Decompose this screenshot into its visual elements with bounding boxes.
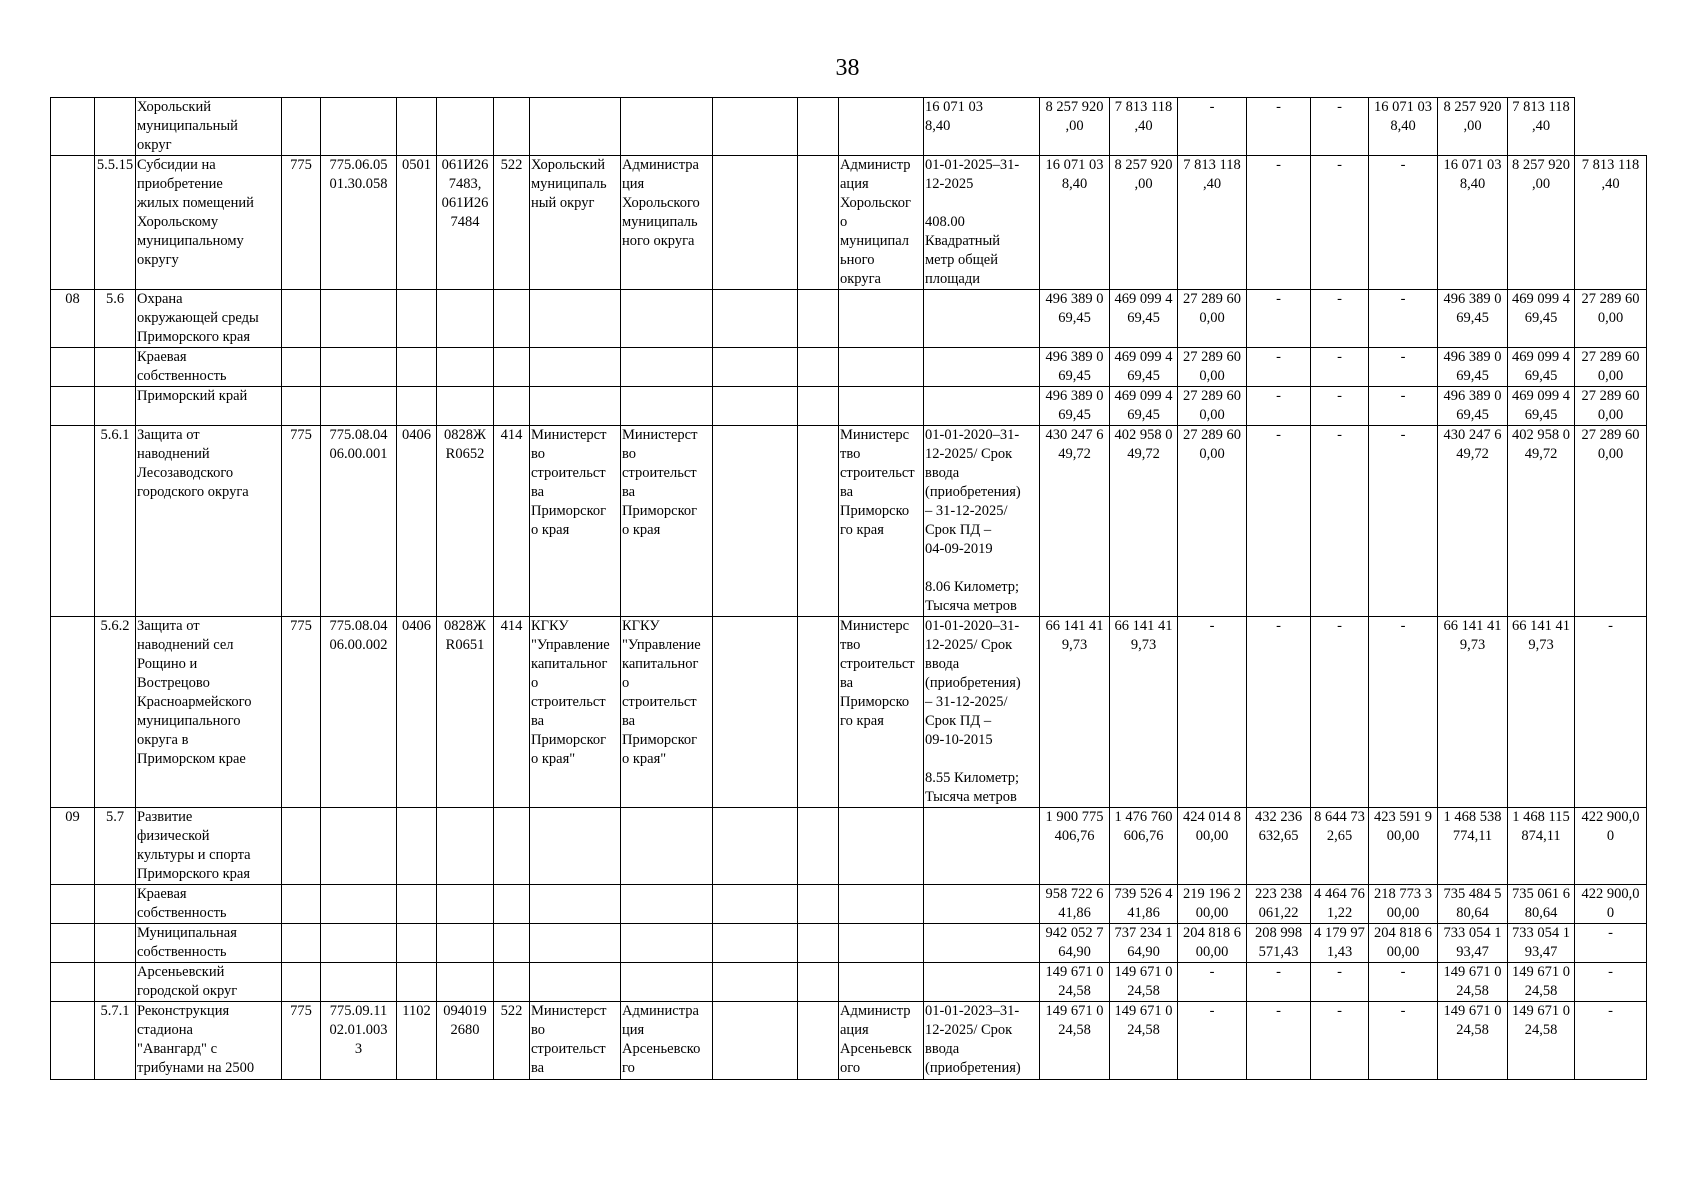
table-cell-col-extra-2 [798, 156, 839, 290]
table-cell-col-total-2: - [1247, 1002, 1311, 1080]
table-cell-col-federal-3: 7 813 118 ,40 [1508, 98, 1575, 156]
table-cell-col-regional-2: - [1369, 156, 1438, 290]
table-cell-col-extra-1 [713, 924, 798, 963]
table-cell-col-regional-2: - [1369, 290, 1438, 348]
table-cell-col-expense-type [494, 924, 530, 963]
table-cell-col-group-code [51, 617, 95, 808]
table-cell-col-federal: 8 257 920 ,00 [1110, 156, 1178, 290]
table-cell-col-total-3: 149 671 0 24,58 [1438, 963, 1508, 1002]
table-cell-col-federal-3: 469 099 4 69,45 [1508, 348, 1575, 387]
table-cell-col-total-3: 66 141 41 9,73 [1438, 617, 1508, 808]
table-cell-col-name: Субсидии на приобретение жилых помещений Хорольскому муниципальному округу [136, 156, 282, 290]
table-cell-col-regional-2: 16 071 03 8,40 [1369, 98, 1438, 156]
table-cell-col-regional: - [1178, 963, 1247, 1002]
table-cell-col-group-code [51, 924, 95, 963]
table-cell-col-regional: 27 289 60 0,00 [1178, 290, 1247, 348]
table-cell-col-responsible [839, 924, 924, 963]
table-cell-col-total-3: 430 247 6 49,72 [1438, 426, 1508, 617]
table-cell-col-federal: 739 526 4 41,86 [1110, 885, 1178, 924]
table-cell-col-total-3: 496 389 0 69,45 [1438, 348, 1508, 387]
table-cell-col-expense-type [494, 808, 530, 885]
table-cell-col-group-code [51, 348, 95, 387]
table-cell-col-customer [530, 290, 621, 348]
table-cell-col-total: 149 671 0 24,58 [1040, 963, 1110, 1002]
table-cell-col-name: Защита от наводнений сел Рощино и Вострецово Красноармейского муниципального округа в Приморском крае [136, 617, 282, 808]
table-cell-col-extra-2 [798, 387, 839, 426]
table-cell-col-code [321, 808, 397, 885]
table-cell-col-code [321, 387, 397, 426]
table-cell-col-total-3: 735 484 5 80,64 [1438, 885, 1508, 924]
table-cell-col-executor: КГКУ "Управление капитальног о строительст ва Приморског о края" [621, 617, 713, 808]
table-cell-col-regional: 27 289 60 0,00 [1178, 387, 1247, 426]
table-cell-col-responsible: Министерс тво строительст ва Приморско го края [839, 426, 924, 617]
table-cell-col-responsible [839, 387, 924, 426]
table-cell-col-total: 16 071 03 8,40 [1040, 156, 1110, 290]
table-cell-col-name: Краевая собственность [136, 348, 282, 387]
table-cell-col-extra-1 [713, 290, 798, 348]
table-cell-col-federal-3: 469 099 4 69,45 [1508, 387, 1575, 426]
table-cell-col-customer [530, 808, 621, 885]
table-cell-col-total-3: 149 671 0 24,58 [1438, 1002, 1508, 1080]
table-cell-col-code [321, 963, 397, 1002]
table-cell-col-federal-3: 66 141 41 9,73 [1508, 617, 1575, 808]
table-cell-col-regional: 204 818 6 00,00 [1178, 924, 1247, 963]
table-cell-col-regional-2: - [1369, 963, 1438, 1002]
table-cell-col-extra-2 [798, 1002, 839, 1080]
table-cell-col-item-number: 5.6.2 [95, 617, 136, 808]
budget-table [50, 97, 1647, 1080]
table-cell-col-expense-type [494, 348, 530, 387]
table-cell-col-grbs: 775 [282, 1002, 321, 1080]
table-cell-col-customer: Министерст во строительст ва Приморског о края [530, 426, 621, 617]
table-cell-col-regional: - [1178, 98, 1247, 156]
table-cell-col-total-2: - [1247, 348, 1311, 387]
table-cell-col-extra-1 [713, 885, 798, 924]
table-cell-col-customer [530, 98, 621, 156]
table-cell-col-target-article [437, 348, 494, 387]
table-cell-col-executor: Администра ция Хорольского муниципаль ного округа [621, 156, 713, 290]
table-row [51, 924, 1647, 963]
table-cell-col-item-number: 5.7 [95, 808, 136, 885]
table-cell-col-code [321, 348, 397, 387]
table-cell-col-period: 16 071 03 8,40 [924, 98, 1040, 156]
page-number: 38 [835, 55, 860, 81]
table-cell-col-extra-1 [713, 98, 798, 156]
table-cell-col-regional-2: - [1369, 348, 1438, 387]
table-cell-col-federal-2: - [1311, 348, 1369, 387]
table-cell-col-grbs [282, 98, 321, 156]
table-cell-col-section: 1102 [397, 1002, 437, 1080]
table-cell-col-section: 0501 [397, 156, 437, 290]
table-cell-col-federal-2: - [1311, 617, 1369, 808]
table-cell-col-target-article: 0828Ж R0652 [437, 426, 494, 617]
table-cell-col-federal: 469 099 4 69,45 [1110, 387, 1178, 426]
table-cell-col-executor [621, 808, 713, 885]
table-cell-col-name: Охрана окружающей среды Приморского края [136, 290, 282, 348]
table-cell-col-total: 942 052 7 64,90 [1040, 924, 1110, 963]
table-cell-col-federal: 402 958 0 49,72 [1110, 426, 1178, 617]
table-cell-col-extra-1 [713, 348, 798, 387]
table-cell-col-extra-2 [798, 290, 839, 348]
table-cell-col-name: Развитие физической культуры и спорта Приморского края [136, 808, 282, 885]
table-cell-col-total-2: - [1247, 617, 1311, 808]
table-cell-col-code [321, 98, 397, 156]
table-cell-col-federal-3: 733 054 1 93,47 [1508, 924, 1575, 963]
table-cell-col-group-code [51, 156, 95, 290]
table-cell-col-federal: 737 234 1 64,90 [1110, 924, 1178, 963]
table-cell-col-customer: Министерст во строительст ва [530, 1002, 621, 1080]
table-cell-col-federal-2: - [1311, 98, 1369, 156]
table-cell-col-section [397, 98, 437, 156]
table-cell-col-responsible: Министерс тво строительст ва Приморско го края [839, 617, 924, 808]
table-cell-col-federal: 469 099 4 69,45 [1110, 348, 1178, 387]
table-cell-col-name: Приморский край [136, 387, 282, 426]
table-cell-col-total-2: - [1247, 98, 1311, 156]
table-cell-col-customer [530, 885, 621, 924]
table-cell-col-federal-3: 402 958 0 49,72 [1508, 426, 1575, 617]
table-row [51, 617, 1647, 808]
table-cell-col-federal-2: - [1311, 156, 1369, 290]
table-cell-col-extra-1 [713, 426, 798, 617]
table-cell-col-federal-3: 469 099 4 69,45 [1508, 290, 1575, 348]
table-cell-col-customer [530, 387, 621, 426]
table-cell-col-code [321, 885, 397, 924]
table-cell-col-federal-3: 735 061 6 80,64 [1508, 885, 1575, 924]
table-cell-col-period [924, 348, 1040, 387]
table-cell-col-name: Краевая собственность [136, 885, 282, 924]
table-cell-col-target-article: 0828Ж R0651 [437, 617, 494, 808]
table-cell-col-group-code [51, 1002, 95, 1080]
table-row [51, 808, 1647, 885]
table-cell-col-item-number [95, 924, 136, 963]
table-cell-col-expense-type: 522 [494, 156, 530, 290]
table-cell-col-responsible: Администр ация Арсеньевск ого [839, 1002, 924, 1080]
table-cell-col-group-code [51, 426, 95, 617]
table-cell-col-period: 01-01-2025–31- 12-2025 408.00 Квадратный метр общей площади [924, 156, 1040, 290]
table-cell-col-target-article [437, 885, 494, 924]
table-cell-col-regional-2: - [1369, 1002, 1438, 1080]
table-cell-col-extra-2 [798, 924, 839, 963]
table-cell-col-customer [530, 963, 621, 1002]
table-cell-col-name: Защита от наводнений Лесозаводского городского округа [136, 426, 282, 617]
table-cell-col-regional-3: - [1575, 924, 1647, 963]
table-cell-col-section [397, 348, 437, 387]
table-cell-col-regional-3: 7 813 118 ,40 [1575, 156, 1647, 290]
table-cell-col-customer [530, 348, 621, 387]
table-cell-col-extra-2 [798, 963, 839, 1002]
table-cell-col-extra-2 [798, 808, 839, 885]
table-cell-col-extra-2 [798, 885, 839, 924]
table-cell-col-total-3: 733 054 1 93,47 [1438, 924, 1508, 963]
table-cell-col-grbs: 775 [282, 156, 321, 290]
table-cell-col-period: 01-01-2020–31- 12-2025/ Срок ввода (приобретения) – 31-12-2025/ Срок ПД – 04-09-2019 8.06 Километр; Тысяча метров [924, 426, 1040, 617]
table-cell-col-item-number [95, 963, 136, 1002]
table-cell-col-extra-2 [798, 617, 839, 808]
table-cell-col-responsible [839, 290, 924, 348]
table-cell-col-code: 775.09.11 02.01.003 3 [321, 1002, 397, 1080]
table-cell-col-customer: КГКУ "Управление капитальног о строительст ва Приморског о края" [530, 617, 621, 808]
table-cell-col-section [397, 387, 437, 426]
table-cell-col-regional-3: - [1575, 617, 1647, 808]
table-cell-col-federal: 66 141 41 9,73 [1110, 617, 1178, 808]
table-cell-col-regional: 27 289 60 0,00 [1178, 426, 1247, 617]
table-cell-col-target-article: 061И26 7483, 061И26 7484 [437, 156, 494, 290]
table-cell-col-responsible [839, 98, 924, 156]
table-cell-col-total-2: - [1247, 156, 1311, 290]
table-cell-col-total-3: 1 468 538 774,11 [1438, 808, 1508, 885]
table-cell-col-expense-type: 414 [494, 617, 530, 808]
table-cell-col-executor [621, 290, 713, 348]
table-cell-col-extra-1 [713, 963, 798, 1002]
table-cell-col-total-2: 223 238 061,22 [1247, 885, 1311, 924]
table-cell-col-total-2: - [1247, 426, 1311, 617]
table-cell-col-expense-type: 522 [494, 1002, 530, 1080]
table-cell-col-target-article [437, 387, 494, 426]
table-cell-col-name: Хорольский муниципальный округ [136, 98, 282, 156]
table-cell-col-regional-3: 27 289 60 0,00 [1575, 426, 1647, 617]
table-cell-col-total: 496 389 0 69,45 [1040, 290, 1110, 348]
table-cell-col-group-code: 09 [51, 808, 95, 885]
table-cell-col-executor [621, 98, 713, 156]
table-cell-col-regional: - [1178, 1002, 1247, 1080]
table-cell-col-grbs [282, 290, 321, 348]
table-cell-col-responsible [839, 885, 924, 924]
table-row [51, 290, 1647, 348]
table-cell-col-expense-type [494, 290, 530, 348]
table-cell-col-responsible [839, 963, 924, 1002]
table-cell-col-period [924, 387, 1040, 426]
table-cell-col-section: 0406 [397, 617, 437, 808]
table-cell-col-total: 8 257 920 ,00 [1040, 98, 1110, 156]
table-cell-col-item-number [95, 885, 136, 924]
table-cell-col-extra-1 [713, 1002, 798, 1080]
table-row [51, 348, 1647, 387]
table-cell-col-extra-1 [713, 617, 798, 808]
table-row [51, 885, 1647, 924]
table-cell-col-regional-2: - [1369, 426, 1438, 617]
table-cell-col-regional-3: 422 900,0 0 [1575, 885, 1647, 924]
table-cell-col-item-number: 5.6.1 [95, 426, 136, 617]
table-cell-col-total: 430 247 6 49,72 [1040, 426, 1110, 617]
table-cell-col-target-article [437, 290, 494, 348]
table-cell-col-grbs [282, 924, 321, 963]
table-cell-col-regional-2: - [1369, 387, 1438, 426]
table-cell-col-executor [621, 348, 713, 387]
table-cell-col-period [924, 963, 1040, 1002]
table-cell-col-extra-2 [798, 426, 839, 617]
table-cell-col-federal-2: - [1311, 1002, 1369, 1080]
table-cell-col-extra-2 [798, 348, 839, 387]
table-cell-col-code [321, 290, 397, 348]
table-row [51, 156, 1647, 290]
table-cell-col-executor [621, 885, 713, 924]
table-cell-col-responsible [839, 348, 924, 387]
table-cell-col-total: 958 722 6 41,86 [1040, 885, 1110, 924]
table-cell-col-period: 01-01-2023–31- 12-2025/ Срок ввода (приобретения) [924, 1002, 1040, 1080]
table-cell-col-total-3: 496 389 0 69,45 [1438, 387, 1508, 426]
table-cell-col-item-number [95, 387, 136, 426]
table-cell-col-section [397, 808, 437, 885]
table-cell-col-expense-type [494, 885, 530, 924]
table-cell-col-customer [530, 924, 621, 963]
table-cell-col-regional: 424 014 8 00,00 [1178, 808, 1247, 885]
table-cell-col-regional: 219 196 2 00,00 [1178, 885, 1247, 924]
table-cell-col-expense-type [494, 98, 530, 156]
table-cell-col-federal: 149 671 0 24,58 [1110, 1002, 1178, 1080]
table-cell-col-extra-1 [713, 156, 798, 290]
table-cell-col-federal: 7 813 118 ,40 [1110, 98, 1178, 156]
table-cell-col-item-number: 5.6 [95, 290, 136, 348]
table-cell-col-regional: 27 289 60 0,00 [1178, 348, 1247, 387]
table-cell-col-expense-type: 414 [494, 426, 530, 617]
table-cell-col-extra-2 [798, 98, 839, 156]
table-cell-col-regional-3: 422 900,0 0 [1575, 808, 1647, 885]
table-row [51, 1002, 1647, 1080]
table-cell-col-federal-2: 4 464 76 1,22 [1311, 885, 1369, 924]
table-cell-col-target-article [437, 963, 494, 1002]
table-cell-col-item-number: 5.7.1 [95, 1002, 136, 1080]
table-cell-col-section [397, 924, 437, 963]
table-cell-col-total: 1 900 775 406,76 [1040, 808, 1110, 885]
table-cell-col-group-code [51, 98, 95, 156]
table-cell-col-grbs [282, 885, 321, 924]
table-cell-col-target-article [437, 808, 494, 885]
table-cell-col-federal-3: 1 468 115 874,11 [1508, 808, 1575, 885]
table-cell-col-regional-3: 27 289 60 0,00 [1575, 348, 1647, 387]
table-cell-col-executor: Администра ция Арсеньевско го [621, 1002, 713, 1080]
table-cell-col-expense-type [494, 387, 530, 426]
table-cell-col-extra-1 [713, 387, 798, 426]
table-cell-col-grbs [282, 963, 321, 1002]
table-cell-col-total: 496 389 0 69,45 [1040, 348, 1110, 387]
table-row [51, 98, 1647, 156]
table-cell-col-regional-3: - [1575, 963, 1647, 1002]
table-cell-col-total-2: - [1247, 387, 1311, 426]
table-cell-col-regional-3: - [1575, 1002, 1647, 1080]
table-cell-col-responsible [839, 808, 924, 885]
table-cell-col-item-number: 5.5.15 [95, 156, 136, 290]
table-cell-col-period [924, 924, 1040, 963]
table-cell-col-regional: - [1178, 617, 1247, 808]
table-cell-col-code: 775.08.04 06.00.002 [321, 617, 397, 808]
table-cell-col-total-2: 208 998 571,43 [1247, 924, 1311, 963]
table-cell-col-total-2: - [1247, 963, 1311, 1002]
table-cell-col-regional-3: 27 289 60 0,00 [1575, 387, 1647, 426]
table-cell-col-target-article [437, 98, 494, 156]
table-cell-col-grbs [282, 808, 321, 885]
table-cell-col-total: 496 389 0 69,45 [1040, 387, 1110, 426]
table-cell-col-total: 66 141 41 9,73 [1040, 617, 1110, 808]
table-cell-col-name: Арсеньевский городской округ [136, 963, 282, 1002]
table-cell-col-period: 01-01-2020–31- 12-2025/ Срок ввода (приобретения) – 31-12-2025/ Срок ПД – 09-10-2015 8.55 Километр; Тысяча метров [924, 617, 1040, 808]
table-row [51, 963, 1647, 1002]
table-cell-col-grbs [282, 387, 321, 426]
table-cell-col-group-code [51, 387, 95, 426]
table-cell-col-name: Муниципальная собственность [136, 924, 282, 963]
table-cell-col-code: 775.08.04 06.00.001 [321, 426, 397, 617]
table-cell-col-regional-2: 218 773 3 00,00 [1369, 885, 1438, 924]
budget-table-body [51, 98, 1647, 1080]
table-cell-col-federal-2: - [1311, 426, 1369, 617]
table-cell-col-code: 775.06.05 01.30.058 [321, 156, 397, 290]
table-row [51, 387, 1647, 426]
table-cell-col-total: 149 671 0 24,58 [1040, 1002, 1110, 1080]
table-cell-col-federal: 469 099 4 69,45 [1110, 290, 1178, 348]
table-cell-col-executor [621, 387, 713, 426]
table-cell-col-section [397, 290, 437, 348]
table-cell-col-total-3: 8 257 920 ,00 [1438, 98, 1508, 156]
table-cell-col-federal: 149 671 0 24,58 [1110, 963, 1178, 1002]
table-cell-col-expense-type [494, 963, 530, 1002]
table-cell-col-grbs [282, 348, 321, 387]
table-cell-col-code [321, 924, 397, 963]
table-cell-col-regional-2: - [1369, 617, 1438, 808]
table-cell-col-federal-2: 8 644 73 2,65 [1311, 808, 1369, 885]
table-cell-col-period [924, 808, 1040, 885]
table-cell-col-section [397, 963, 437, 1002]
table-row [51, 426, 1647, 617]
table-cell-col-federal-2: - [1311, 387, 1369, 426]
table-cell-col-extra-1 [713, 808, 798, 885]
table-cell-col-grbs: 775 [282, 617, 321, 808]
table-cell-col-executor: Министерст во строительст ва Приморског о края [621, 426, 713, 617]
table-cell-col-group-code [51, 885, 95, 924]
table-cell-col-group-code: 08 [51, 290, 95, 348]
table-cell-col-regional: 7 813 118 ,40 [1178, 156, 1247, 290]
table-cell-col-grbs: 775 [282, 426, 321, 617]
table-cell-col-regional-3: 27 289 60 0,00 [1575, 290, 1647, 348]
table-cell-col-executor [621, 924, 713, 963]
table-cell-col-total-3: 16 071 03 8,40 [1438, 156, 1508, 290]
table-cell-col-federal: 1 476 760 606,76 [1110, 808, 1178, 885]
table-cell-col-executor [621, 963, 713, 1002]
table-cell-col-total-2: - [1247, 290, 1311, 348]
table-cell-col-federal-2: - [1311, 290, 1369, 348]
table-cell-col-federal-3: 149 671 0 24,58 [1508, 1002, 1575, 1080]
table-cell-col-group-code [51, 963, 95, 1002]
table-cell-col-regional-2: 204 818 6 00,00 [1369, 924, 1438, 963]
table-cell-col-total-3: 496 389 0 69,45 [1438, 290, 1508, 348]
table-cell-col-customer: Хорольский муниципаль ный округ [530, 156, 621, 290]
table-cell-col-section: 0406 [397, 426, 437, 617]
table-cell-col-federal-3: 149 671 0 24,58 [1508, 963, 1575, 1002]
table-cell-col-federal-2: 4 179 97 1,43 [1311, 924, 1369, 963]
table-cell-col-federal-3: 8 257 920 ,00 [1508, 156, 1575, 290]
table-cell-col-item-number [95, 98, 136, 156]
table-cell-col-period [924, 885, 1040, 924]
table-cell-col-period [924, 290, 1040, 348]
table-cell-col-regional-2: 423 591 9 00,00 [1369, 808, 1438, 885]
table-cell-col-item-number [95, 348, 136, 387]
table-cell-col-section [397, 885, 437, 924]
table-cell-col-responsible: Администр ация Хорольског о муниципал ьного округа [839, 156, 924, 290]
table-cell-col-name: Реконструкция стадиона "Авангард" с трибунами на 2500 [136, 1002, 282, 1080]
table-cell-col-total-2: 432 236 632,65 [1247, 808, 1311, 885]
table-cell-col-target-article [437, 924, 494, 963]
table-cell-col-target-article: 094019 2680 [437, 1002, 494, 1080]
table-cell-col-federal-2: - [1311, 963, 1369, 1002]
